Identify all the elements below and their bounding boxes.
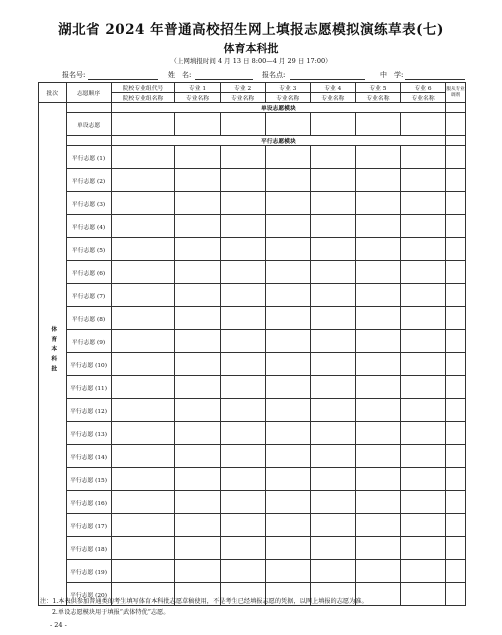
entry-cell[interactable] [310,238,355,261]
table-row [39,491,466,514]
table-row [39,353,466,376]
header-major-name-1: 专业名称 [175,93,220,103]
entry-cell[interactable] [310,330,355,353]
name-field[interactable] [195,79,253,80]
table-row [39,238,466,261]
entry-cell[interactable] [310,468,355,491]
entry-cell[interactable] [265,560,310,583]
table-row [39,560,466,583]
header-major-4: 专业 4 [310,83,355,93]
entry-cell[interactable] [400,192,445,215]
entry-cell[interactable] [400,583,445,606]
page-number: - 24 - [50,621,67,629]
adjust-cell[interactable] [446,261,466,284]
adjust-cell[interactable] [446,537,466,560]
entry-cell[interactable] [400,330,445,353]
table-row [39,399,466,422]
entry-cell[interactable] [220,353,265,376]
note-1: 注：1.本表供参加普通类的考生填写体育本科批志愿草稿使用，不是考生已经填报志愿的凭据，以网上填报的志愿为准。 [40,598,368,605]
entry-cell[interactable] [355,422,400,445]
entry-cell[interactable] [111,468,175,491]
entry-cell[interactable] [355,307,400,330]
entry-cell[interactable] [111,261,175,284]
header-major-name-3: 专业名称 [265,93,310,103]
entry-cell[interactable] [111,491,175,514]
row-label-parallel: 平行志愿 (11) [66,376,111,399]
entry-cell[interactable] [400,307,445,330]
header-major-name-4: 专业名称 [310,93,355,103]
entry-cell[interactable] [355,445,400,468]
row-label-parallel: 平行志愿 (19) [66,560,111,583]
adjust-cell[interactable] [446,192,466,215]
entry-cell[interactable] [400,422,445,445]
entry-cell[interactable] [111,353,175,376]
section-single-label: 单设志愿模块 [111,103,445,113]
entry-cell[interactable] [265,238,310,261]
header-adjust: 服从专业调剂 [446,83,466,103]
entry-cell[interactable] [111,146,175,169]
table-row [39,537,466,560]
entry-cell[interactable] [400,261,445,284]
entry-cell[interactable] [400,169,445,192]
row-label-parallel: 平行志愿 (18) [66,537,111,560]
note-2: 2.单设志愿模块用于填报“武体特优”志愿。 [52,609,170,616]
row-label-parallel: 平行志愿 (2) [66,169,111,192]
entry-cell[interactable] [265,353,310,376]
entry-cell[interactable] [355,468,400,491]
entry-cell[interactable] [310,514,355,537]
adjust-cell[interactable] [446,560,466,583]
entry-cell[interactable] [265,330,310,353]
entry-cell[interactable] [355,514,400,537]
adjust-cell[interactable] [446,376,466,399]
adjust-cell[interactable] [446,445,466,468]
entry-cell[interactable] [220,215,265,238]
entry-cell[interactable] [310,169,355,192]
row-label-parallel: 平行志愿 (1) [66,146,111,169]
entry-cell[interactable] [400,399,445,422]
entry-cell[interactable] [111,376,175,399]
entry-cell[interactable] [220,146,265,169]
header-batch: 批次 [39,83,67,103]
entry-cell[interactable] [355,353,400,376]
table-row [39,215,466,238]
entry-cell[interactable] [355,238,400,261]
entry-cell[interactable] [265,514,310,537]
adjust-cell[interactable] [446,284,466,307]
row-label-parallel: 平行志愿 (16) [66,491,111,514]
row-label-parallel: 平行志愿 (14) [66,445,111,468]
entry-cell[interactable] [355,330,400,353]
adjust-cell[interactable] [446,353,466,376]
table-row [39,422,466,445]
entry-cell[interactable] [355,376,400,399]
entry-cell[interactable] [175,560,220,583]
entry-cell[interactable] [265,445,310,468]
adjust-cell[interactable] [446,399,466,422]
entry-cell[interactable] [175,192,220,215]
header-order: 志愿顺序 [66,83,111,103]
entry-cell[interactable] [111,169,175,192]
site-field[interactable] [290,79,365,80]
adjust-cell[interactable] [446,215,466,238]
table-row [39,113,466,136]
entry-cell[interactable] [111,537,175,560]
entry-cell[interactable] [400,491,445,514]
table-row [39,376,466,399]
entry-cell[interactable] [175,445,220,468]
entry-cell[interactable] [265,307,310,330]
exam-no-label: 报名号: [62,71,86,79]
entry-cell[interactable] [265,146,310,169]
table-row [39,468,466,491]
row-label-parallel: 平行志愿 (5) [66,238,111,261]
entry-cell[interactable] [220,330,265,353]
entry-cell[interactable] [220,169,265,192]
row-label-single: 单设志愿 [66,113,111,136]
entry-cell[interactable] [111,307,175,330]
table-row [39,330,466,353]
entry-cell[interactable] [220,445,265,468]
row-label-parallel: 平行志愿 (15) [66,468,111,491]
entry-cell[interactable] [111,215,175,238]
school-field[interactable] [405,79,465,80]
entry-cell[interactable] [220,399,265,422]
entry-cell[interactable] [175,215,220,238]
entry-cell[interactable] [400,468,445,491]
entry-cell[interactable] [400,146,445,169]
entry-cell[interactable] [310,215,355,238]
entry-cell[interactable] [310,399,355,422]
school-label: 中 学: [380,71,404,79]
entry-cell[interactable] [111,192,175,215]
entry-cell[interactable] [355,192,400,215]
entry-cell[interactable] [175,514,220,537]
adjust-cell[interactable] [446,113,466,136]
entry-cell[interactable] [355,215,400,238]
entry-cell[interactable] [220,491,265,514]
entry-cell[interactable] [265,376,310,399]
entry-cell[interactable] [310,146,355,169]
name-label: 姓 名: [168,71,192,79]
row-label-parallel: 平行志愿 (9) [66,330,111,353]
adjust-cell[interactable] [446,146,466,169]
adjust-cell[interactable] [446,169,466,192]
entry-cell[interactable] [111,399,175,422]
entry-cell[interactable] [111,514,175,537]
entry-cell[interactable] [220,238,265,261]
entry-cell[interactable] [400,537,445,560]
entry-cell[interactable] [175,238,220,261]
entry-cell[interactable] [310,560,355,583]
entry-cell[interactable] [355,146,400,169]
filing-time-note: （上网填报时间 4 月 13 日 8:00—4 月 29 日 17:00） [170,57,332,65]
entry-cell[interactable] [310,353,355,376]
entry-cell[interactable] [355,491,400,514]
entry-cell[interactable] [175,537,220,560]
row-label-parallel: 平行志愿 (6) [66,261,111,284]
entry-cell[interactable] [310,192,355,215]
entry-cell[interactable] [355,284,400,307]
entry-cell[interactable] [310,261,355,284]
section-single-row [39,103,466,113]
entry-cell[interactable] [310,491,355,514]
table-row [39,169,466,192]
entry-cell[interactable] [310,113,355,136]
entry-cell[interactable] [265,537,310,560]
entry-cell[interactable] [400,560,445,583]
entry-cell[interactable] [175,169,220,192]
entry-cell[interactable] [310,307,355,330]
section-parallel-label: 平行志愿模块 [111,136,445,146]
entry-cell[interactable] [111,330,175,353]
entry-cell[interactable] [220,376,265,399]
batch-subtitle: 体育本科批 [223,42,279,55]
adjust-cell[interactable] [446,330,466,353]
entry-cell[interactable] [265,169,310,192]
entry-cell[interactable] [220,422,265,445]
entry-cell[interactable] [175,422,220,445]
entry-cell[interactable] [265,284,310,307]
row-label-parallel: 平行志愿 (17) [66,514,111,537]
entry-cell[interactable] [400,376,445,399]
row-label-parallel: 平行志愿 (3) [66,192,111,215]
entry-cell[interactable] [175,491,220,514]
batch-cell [39,103,67,606]
entry-cell[interactable] [400,113,445,136]
entry-cell[interactable] [175,468,220,491]
row-label-parallel: 平行志愿 (7) [66,284,111,307]
header-college-code: 院校专业组代号 [111,83,175,93]
notes [40,596,368,618]
entry-cell[interactable] [355,560,400,583]
entry-cell[interactable] [400,353,445,376]
entry-cell[interactable] [220,113,265,136]
adjust-cell[interactable] [446,514,466,537]
entry-cell[interactable] [310,284,355,307]
adjust-cell[interactable] [446,583,466,606]
entry-cell[interactable] [111,113,175,136]
entry-cell[interactable] [265,422,310,445]
entry-cell[interactable] [400,284,445,307]
table-row [39,307,466,330]
entry-cell[interactable] [111,445,175,468]
entry-cell[interactable] [400,514,445,537]
header-major-2: 专业 2 [220,83,265,93]
entry-cell[interactable] [310,445,355,468]
batch-name: 体育本科批 [49,326,56,375]
entry-cell[interactable] [175,353,220,376]
table-row [39,261,466,284]
row-label-parallel: 平行志愿 (12) [66,399,111,422]
entry-cell[interactable] [355,113,400,136]
header-major-name-5: 专业名称 [355,93,400,103]
entry-cell[interactable] [310,537,355,560]
header-major-6: 专业 6 [400,83,445,93]
entry-cell[interactable] [400,238,445,261]
site-label: 报名点: [262,71,286,79]
entry-cell[interactable] [220,560,265,583]
header-major-name-6: 专业名称 [400,93,445,103]
table-row [39,192,466,215]
entry-cell[interactable] [175,113,220,136]
row-label-parallel: 平行志愿 (13) [66,422,111,445]
adjust-cell[interactable] [446,238,466,261]
table-row [39,514,466,537]
entry-cell[interactable] [111,238,175,261]
section-parallel-row [39,136,466,146]
exam-no-field[interactable] [88,79,158,80]
entry-cell[interactable] [220,537,265,560]
entry-cell[interactable] [175,399,220,422]
table-row [39,146,466,169]
entry-cell[interactable] [355,399,400,422]
entry-cell[interactable] [175,146,220,169]
entry-cell[interactable] [111,560,175,583]
adjust-cell[interactable] [446,422,466,445]
entry-cell[interactable] [265,491,310,514]
adjust-cell[interactable] [446,307,466,330]
header-college-name: 院校专业组名称 [111,93,175,103]
entry-cell[interactable] [175,376,220,399]
entry-cell[interactable] [265,468,310,491]
entry-cell[interactable] [265,399,310,422]
table-row [39,445,466,468]
entry-cell[interactable] [310,376,355,399]
entry-cell[interactable] [220,514,265,537]
entry-cell[interactable] [220,307,265,330]
entry-cell[interactable] [310,422,355,445]
row-label-parallel: 平行志愿 (10) [66,353,111,376]
entry-cell[interactable] [355,261,400,284]
entry-cell[interactable] [400,445,445,468]
row-label-parallel: 平行志愿 (4) [66,215,111,238]
table-row [39,284,466,307]
entry-cell[interactable] [265,215,310,238]
header-major-name-2: 专业名称 [220,93,265,103]
page-title: 湖北省 2024 年普通高校招生网上填报志愿模拟演练草表(七) [58,22,444,38]
entry-cell[interactable] [220,192,265,215]
adjust-cell[interactable] [446,468,466,491]
adjust-cell[interactable] [446,491,466,514]
header-major-5: 专业 5 [355,83,400,93]
entry-cell[interactable] [111,422,175,445]
row-label-parallel: 平行志愿 (20) [66,583,111,606]
entry-cell[interactable] [355,169,400,192]
entry-cell[interactable] [265,192,310,215]
entry-cell[interactable] [175,330,220,353]
entry-cell[interactable] [355,537,400,560]
entry-cell[interactable] [400,215,445,238]
header-major-1: 专业 1 [175,83,220,93]
entry-cell[interactable] [175,261,220,284]
entry-cell[interactable] [265,113,310,136]
row-label-parallel: 平行志愿 (8) [66,307,111,330]
entry-cell[interactable] [220,261,265,284]
entry-cell[interactable] [265,261,310,284]
entry-cell[interactable] [175,284,220,307]
entry-cell[interactable] [111,284,175,307]
header-major-3: 专业 3 [265,83,310,93]
entry-cell[interactable] [220,284,265,307]
entry-cell[interactable] [220,468,265,491]
entry-cell[interactable] [175,307,220,330]
volunteer-table [38,82,466,606]
